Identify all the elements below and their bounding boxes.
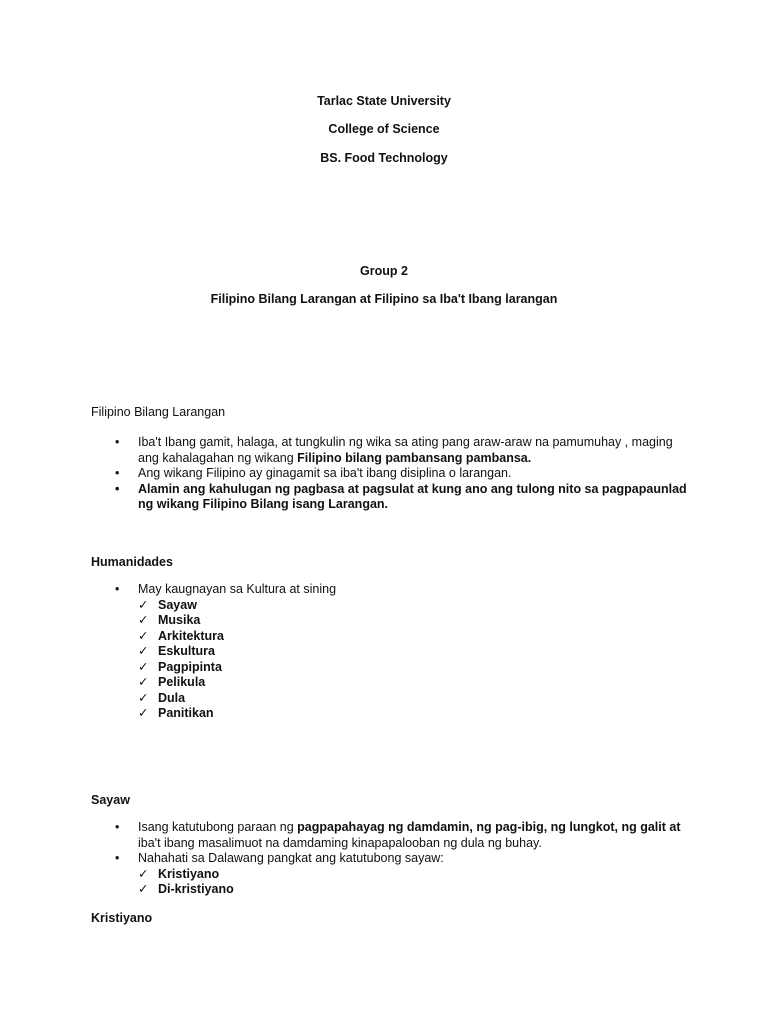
university-name: Tarlac State University (317, 94, 451, 108)
section-heading-filipino-bilang-larangan: Filipino Bilang Larangan (91, 405, 226, 419)
check-item: ✓ Di-kristiyano (138, 882, 695, 898)
college-name: College of Science (328, 122, 440, 136)
checklist-sayaw (138, 867, 695, 898)
checklist-humanidades (138, 598, 695, 722)
list-item (115, 851, 695, 898)
check-item: ✓ Sayaw (138, 598, 695, 614)
bullet-list-filipino-bilang-larangan (115, 435, 695, 513)
list-item-text: May kaugnayan sa Kultura at sining (138, 582, 337, 596)
check-item: ✓ Musika (138, 613, 695, 629)
bullet-list-sayaw (115, 820, 695, 898)
program-name: BS. Food Technology (320, 151, 448, 165)
list-item-text: Alamin ang kahulugan ng pagbasa at pagsulat at kung ano ang tulong nito sa pagpapaunlad ng wikang Filipino Bilang isang Larangan. (138, 481, 687, 511)
list-item (115, 435, 695, 466)
section-heading-sayaw: Sayaw (91, 793, 130, 807)
list-item-text: Nahahati sa Dalawang pangkat ang katutubong sayaw: (138, 851, 444, 865)
list-item-bold-text: pagpapahayag ng damdamin, ng pag-ibig, ng lungkot, ng galit at (297, 820, 681, 834)
list-item-text: iba't ibang masalimuot na damdaming kinapapalooban ng dula ng buhay. (138, 835, 542, 850)
check-item: ✓ Pagpipinta (138, 660, 695, 676)
bullet-list-humanidades (115, 582, 695, 722)
list-item (115, 482, 695, 513)
list-item-text: Ang wikang Filipino ay ginagamit sa iba't ibang disiplina o larangan. (138, 466, 512, 480)
check-item: ✓ Arkitektura (138, 629, 695, 645)
group-label: Group 2 (360, 264, 408, 278)
check-item: ✓ Panitikan (138, 706, 695, 722)
list-item (115, 466, 695, 482)
check-item: ✓ Dula (138, 691, 695, 707)
list-item (115, 820, 695, 851)
check-item: ✓ Eskultura (138, 644, 695, 660)
list-item-text: Iba't Ibang gamit, halaga, at tungkulin ng wika sa ating pang araw-araw na pamumuhay , maging ang kahalagahan ng wikang (138, 435, 673, 465)
section-heading-humanidades: Humanidades (91, 555, 173, 569)
section-heading-kristiyano: Kristiyano (91, 911, 153, 925)
document-title: Filipino Bilang Larangan at Filipino sa Iba't Ibang larangan (210, 292, 558, 306)
list-item-text: Isang katutubong paraan ng (138, 820, 298, 834)
check-item: ✓ Kristiyano (138, 867, 695, 883)
list-item-bold-text: Filipino bilang pambansang pambansa. (297, 450, 532, 465)
check-item: ✓ Pelikula (138, 675, 695, 691)
list-item (115, 582, 695, 722)
